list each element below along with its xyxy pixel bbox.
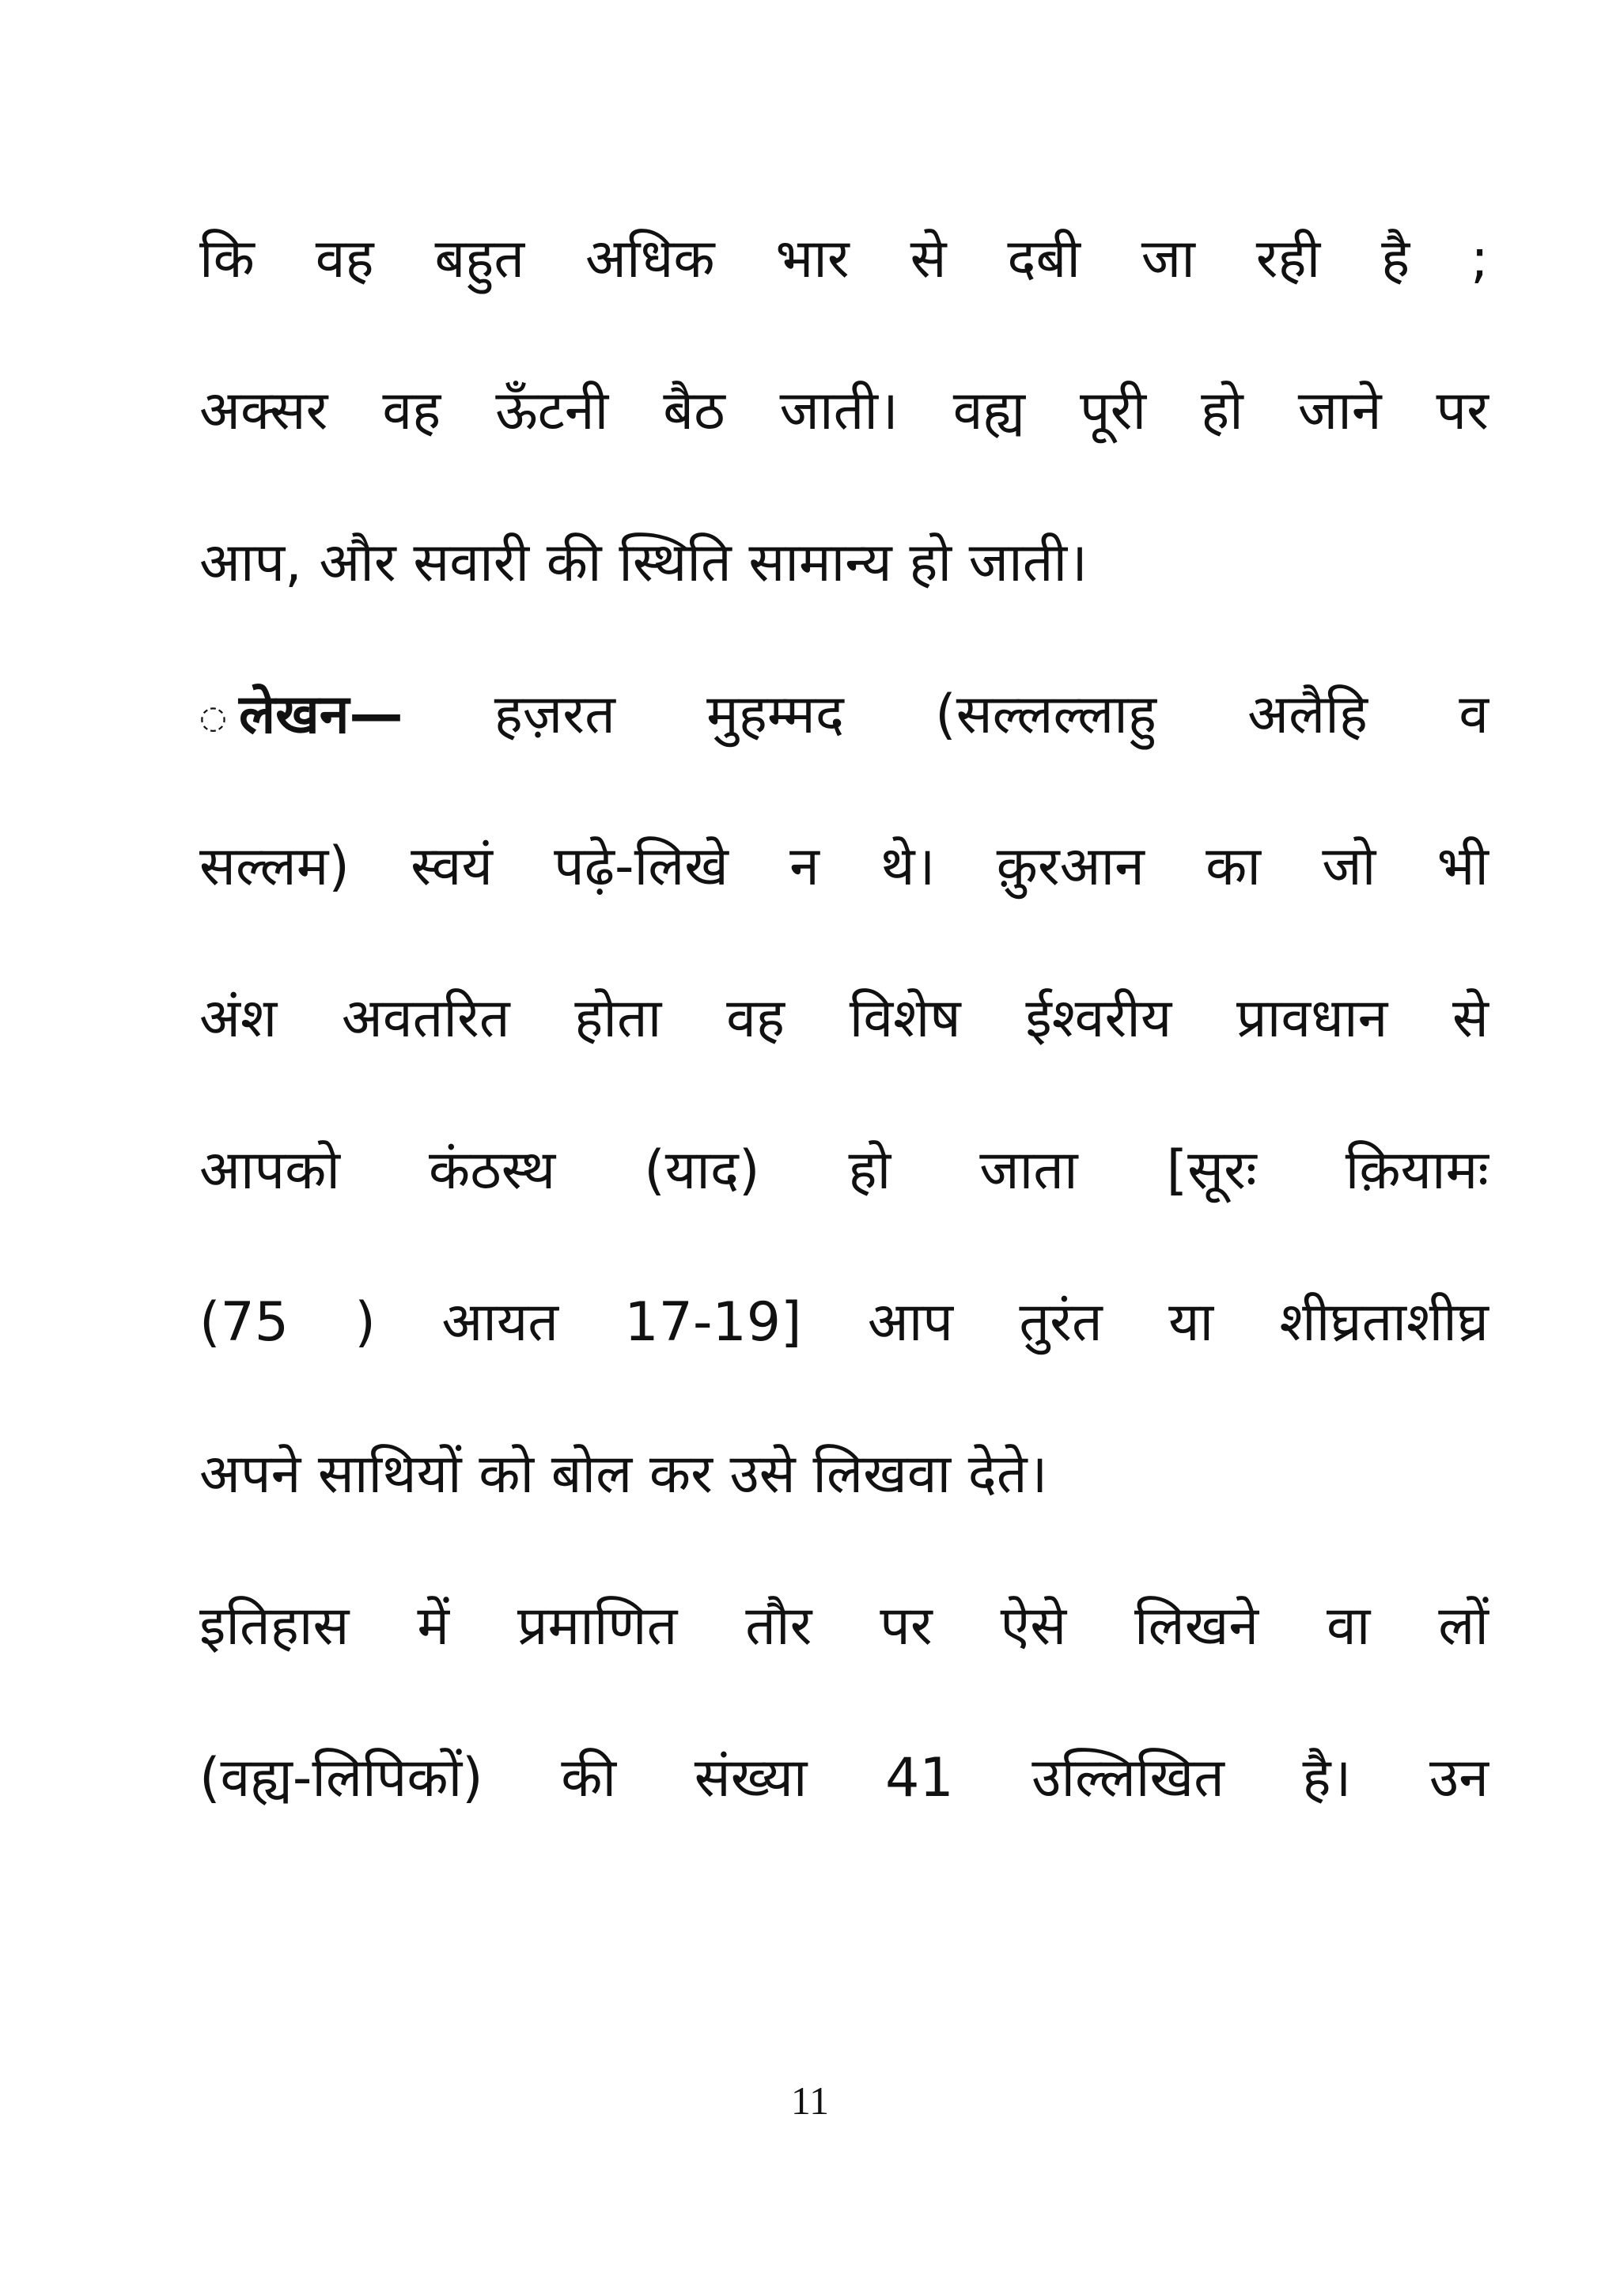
- text-line-8: (75 ) आयत 17-19] आप तुरंत या शीघ्रताशीघ्र: [199, 1291, 1489, 1354]
- bullet-icon: ◌: [199, 699, 227, 737]
- text-line-5: सल्लम) स्वयं पढ़े-लिखे न थे। क़ुरआन का जो भी: [199, 835, 1489, 898]
- text-line-9: अपने साथियों को बोल कर उसे लिखवा देते।: [199, 1443, 1048, 1506]
- text-line-4-section-heading: [199, 668, 1489, 763]
- text-line-11: (वह्य-लिपिकों) की संख्या 41 उल्लिखित है। उन: [199, 1747, 1489, 1809]
- text-line-1: कि वह बहुत अधिक भार से दबी जा रही है ;: [199, 228, 1489, 290]
- text-line-3: आप, और सवारी की स्थिति सामान्य हो जाती।: [199, 532, 1088, 594]
- text-line-10: इतिहास में प्रमाणित तौर पर ऐसे लिखने वा लों: [199, 1595, 1489, 1658]
- text-line-4-body: हज़रत मुहम्मद (सल्लल्लाहु अलैहि व: [403, 684, 1489, 746]
- text-line-6: अंश अवतरित होता वह विशेष ईश्वरीय प्रावधान से: [199, 987, 1489, 1050]
- page-number: 11: [790, 2078, 830, 2123]
- section-heading: लेखन—: [239, 684, 403, 746]
- text-line-7: आपको कंठस्थ (याद) हो जाता [सूरः क़ियामः: [199, 1139, 1489, 1202]
- text-line-2: अक्सर वह ऊँटनी बैठ जाती। वह्य पूरी हो जाने पर: [199, 380, 1489, 442]
